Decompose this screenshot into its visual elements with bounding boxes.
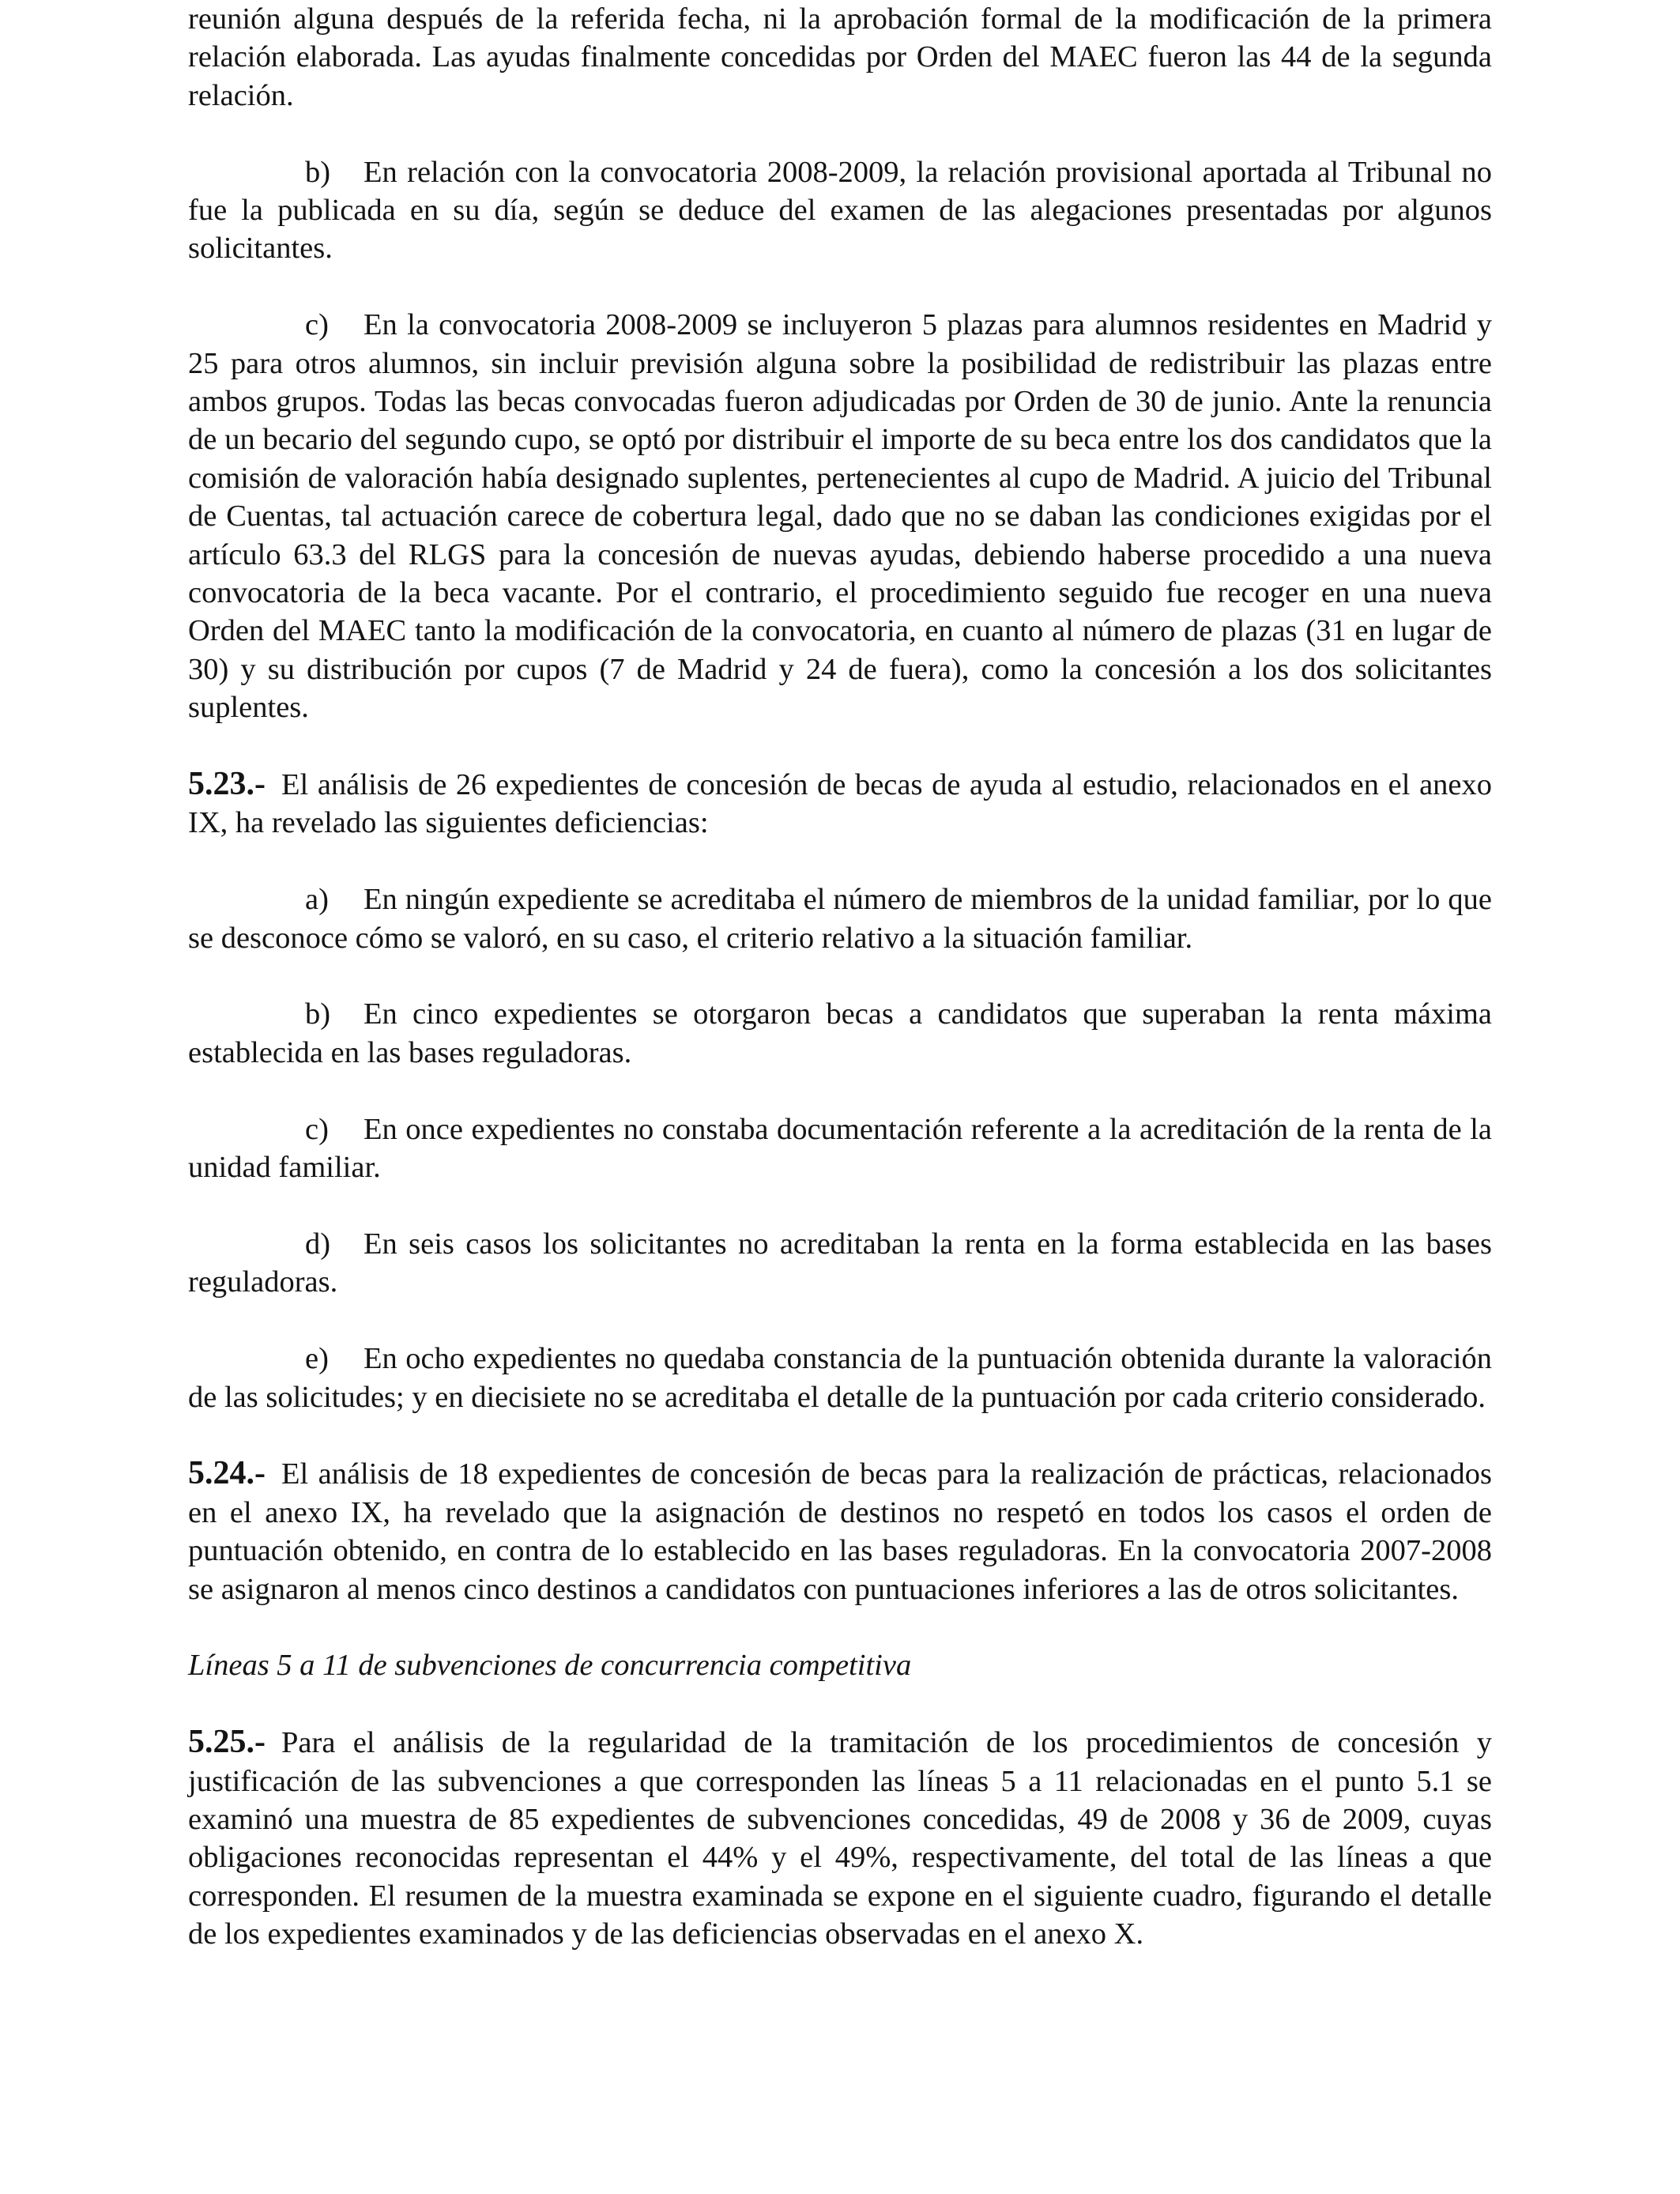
section-text: El análisis de 18 expedientes de concesión de becas para la realización de prácticas, relacionados en el anexo IX, ha revelado que la asignación de destinos no respetó en todos los casos el orden de puntuación obtenido, en contra de lo establecido en las bases reguladoras. En la convocatoria 2007-2008 se asignaron al menos cinco destinos a candidatos con puntuaciones inferiores a las de otros solicitantes. xyxy=(188,1457,1492,1606)
item-text: En ningún expediente se acreditaba el número de miembros de la unidad familiar, por lo que se desconoce cómo se valoró, en su caso, el criterio relativo a la situación familiar. xyxy=(188,883,1492,955)
item-a-unidad-familiar xyxy=(188,880,1492,957)
item-b-renta-maxima xyxy=(188,995,1492,1072)
item-b-2008-2009-list xyxy=(188,153,1492,268)
intro-paragraph: reunión alguna después de la referida fecha, ni la aprobación formal de la modificación de la primera relación elaborada. Las ayudas finalmente concedidas por Orden del MAEC fueron las 44 de la segunda relación. xyxy=(188,2,1492,112)
item-text: En seis casos los solicitantes no acreditaban la renta en la forma establecida en las bases reguladoras. xyxy=(188,1227,1492,1299)
item-text: En la convocatoria 2008-2009 se incluyeron 5 plazas para alumnos residentes en Madrid y 25 para otros alumnos, sin incluir previsión alguna sobre la posibilidad de redistribuir las plazas entre ambos grupos. Todas las becas convocadas fueron adjudicadas por Orden de 30 de junio. Ante la renuncia de un becario del segundo cupo, se optó por distribuir el importe de su beca entre los dos candidatos que la comisión de valoración había designado suplentes, pertenecientes al cupo de Madrid. A juicio del Tribunal de Cuentas, tal actuación carece de cobertura legal, dado que no se daban las condiciones exigidas por el artículo 63.3 del RLGS para la concesión de nuevas ayudas, debiendo haberse procedido a una nueva convocatoria de la beca vacante. Por el contrario, el procedimiento seguido fue recoger en una nueva Orden del MAEC tanto la modificación de la convocatoria, en cuanto al número de plazas (31 en lugar de 30) y su distribución por cupos (7 de Madrid y 24 de fuera), como la concesión a los dos solicitantes suplentes. xyxy=(188,308,1492,725)
item-marker: c) xyxy=(305,308,329,342)
item-text: En relación con la convocatoria 2008-2009, la relación provisional aportada al Tribunal no fue la publicada en su día, según se deduce del examen de las alegaciones presentadas por algunos solicitantes. xyxy=(188,155,1492,266)
item-text: En cinco expedientes se otorgaron becas a candidatos que superaban la renta máxima establecida en las bases reguladoras. xyxy=(188,997,1492,1069)
item-marker: d) xyxy=(305,1227,331,1261)
item-c-documentacion-renta xyxy=(188,1110,1492,1187)
item-marker: e) xyxy=(305,1342,329,1376)
item-marker: c) xyxy=(305,1112,329,1146)
item-d-acreditacion-renta xyxy=(188,1225,1492,1302)
item-c-plazas-madrid xyxy=(188,306,1492,726)
section-text: El análisis de 26 expedientes de concesión de becas de ayuda al estudio, relacionados en el anexo IX, ha revelado las siguientes deficiencias: xyxy=(188,768,1492,840)
section-text: Para el análisis de la regularidad de la tramitación de los procedimientos de concesión y justificación de las subvenciones a que corresponden las líneas 5 a 11 relacionadas en el punto 5.1 se examinó una muestra de 85 expedientes de subvenciones concedidas, 49 de 2008 y 36 de 2009, cuyas obligaciones reconocidas representan el 44% y el 49%, respectivamente, del total de las líneas a que corresponden. El resumen de la muestra examinada se expone en el siguiente cuadro, figurando el detalle de los expedientes examinados y de las deficiencias observadas en el anexo X. xyxy=(188,1726,1492,1951)
section-5-25 xyxy=(188,1723,1492,1953)
item-text: En once expedientes no constaba documentación referente a la acreditación de la renta de la unidad familiar. xyxy=(188,1112,1492,1185)
section-5-23 xyxy=(188,765,1492,843)
section-5-24 xyxy=(188,1454,1492,1608)
section-number: 5.25.- xyxy=(188,1724,266,1761)
section-number: 5.24.- xyxy=(188,1455,266,1492)
item-text: En ocho expedientes no quedaba constancia de la puntuación obtenida durante la valoración de las solicitudes; y en diecisiete no se acreditaba el detalle de la puntuación por cada criterio considerado. xyxy=(188,1342,1492,1414)
item-e-puntuacion xyxy=(188,1340,1492,1416)
item-marker: a) xyxy=(305,883,329,917)
item-marker: b) xyxy=(305,155,331,189)
section-number: 5.23.- xyxy=(188,766,266,803)
subheading-lineas-5-11: Líneas 5 a 11 de subvenciones de concurrencia competitiva xyxy=(188,1649,912,1683)
document-page xyxy=(188,0,1492,1992)
item-marker: b) xyxy=(305,997,331,1031)
